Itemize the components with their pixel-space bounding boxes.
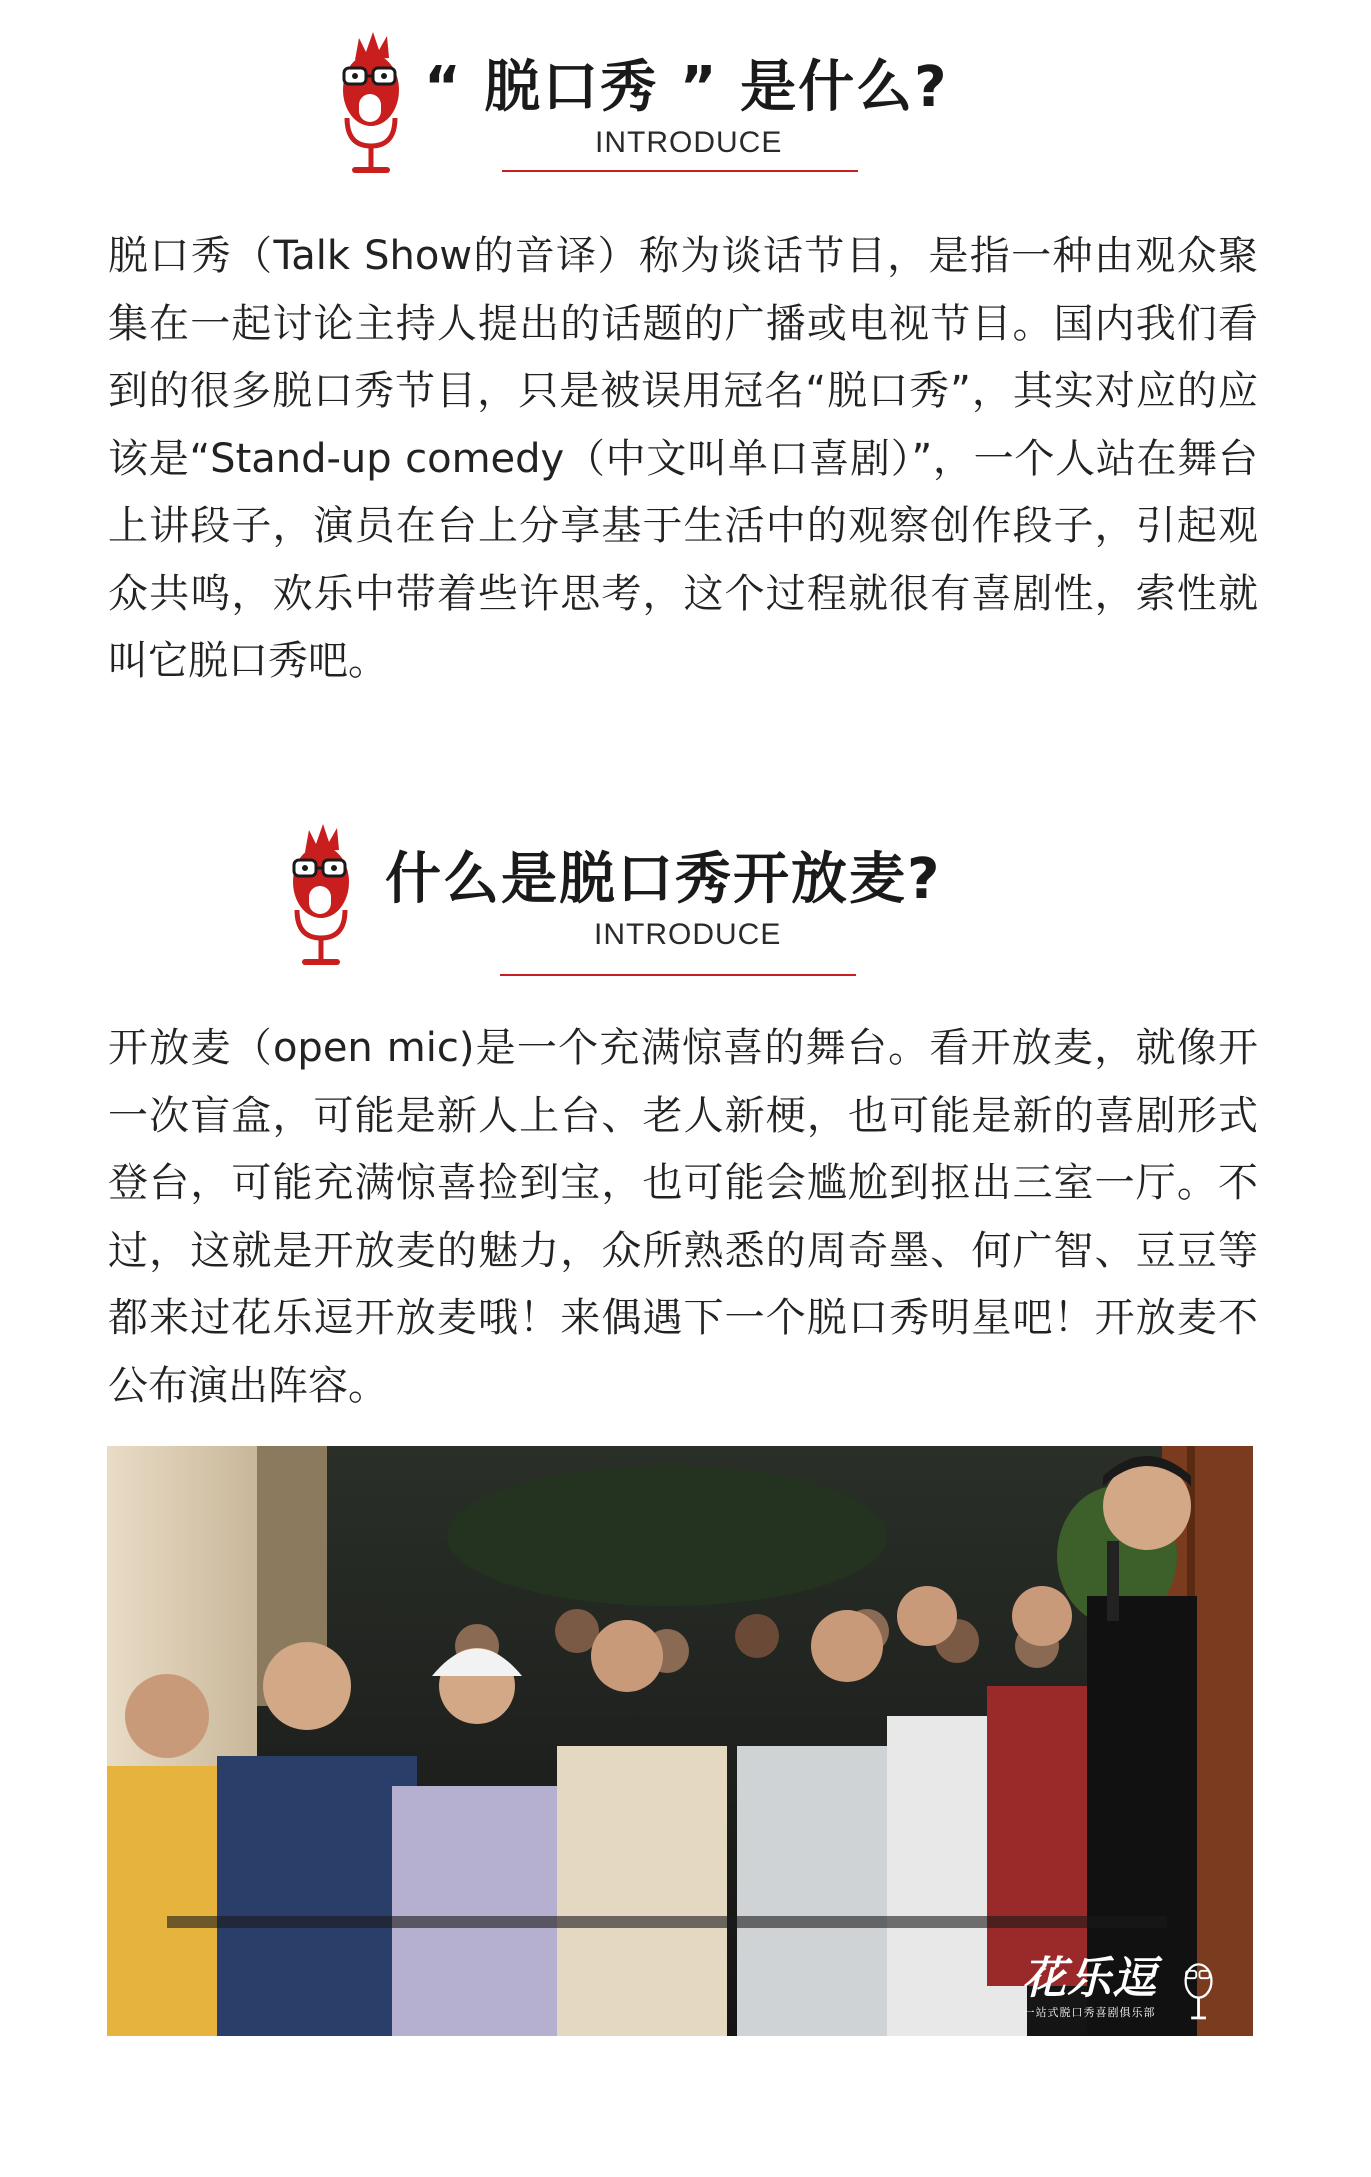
watermark-brand-name: 花乐逗	[1022, 1953, 1157, 2004]
mic-mascot-icon	[283, 820, 361, 970]
audience-illustration	[107, 1446, 1253, 2036]
section-title: 什么是脱口秀开放麦?	[385, 847, 942, 912]
watermark-tagline: 一站式脱口秀喜剧俱乐部	[1023, 2006, 1156, 2019]
title-underline	[502, 170, 858, 172]
section-title: “ 脱口秀 ” 是什么?	[424, 55, 949, 120]
title-underline	[500, 974, 856, 976]
section-subtitle: INTRODUCE	[595, 126, 783, 159]
mic-mascot-icon	[333, 28, 411, 178]
section-subtitle: INTRODUCE	[594, 918, 782, 951]
section-body-paragraph: 脱口秀（Talk Show的音译）称为谈话节目，是指一种由观众聚集在一起讨论主持人提出的话题的广播或电视节目。国内我们看到的很多脱口秀节目，只是被误用冠名“脱口秀”，其实对应的应该是“Stand-up comedy（中文叫单口喜剧）”，一个人站在舞台上讲段子，演员在台上分享基于生活中的观察创作段子，引起观众共鸣，欢乐中带着些许思考，这个过程就很有喜剧性，索性就叫它脱口秀吧。	[108, 233, 1258, 684]
brand-watermark	[1022, 1953, 1157, 2019]
open-mic-audience-photo	[107, 1446, 1253, 2036]
section-body-paragraph: 开放麦（open mic)是一个充满惊喜的舞台。看开放麦，就像开一次盲盒，可能是新人上台、老人新梗，也可能是新的喜剧形式登台，可能充满惊喜捡到宝，也可能会尴尬到抠出三室一厅。不过，这就是开放麦的魅力，众所熟悉的周奇墨、何广智、豆豆等都来过花乐逗开放麦哦！来偶遇下一个脱口秀明星吧！开放麦不公布演出阵容。	[108, 1025, 1258, 1409]
mic-mascot-icon	[1181, 1952, 1217, 2022]
